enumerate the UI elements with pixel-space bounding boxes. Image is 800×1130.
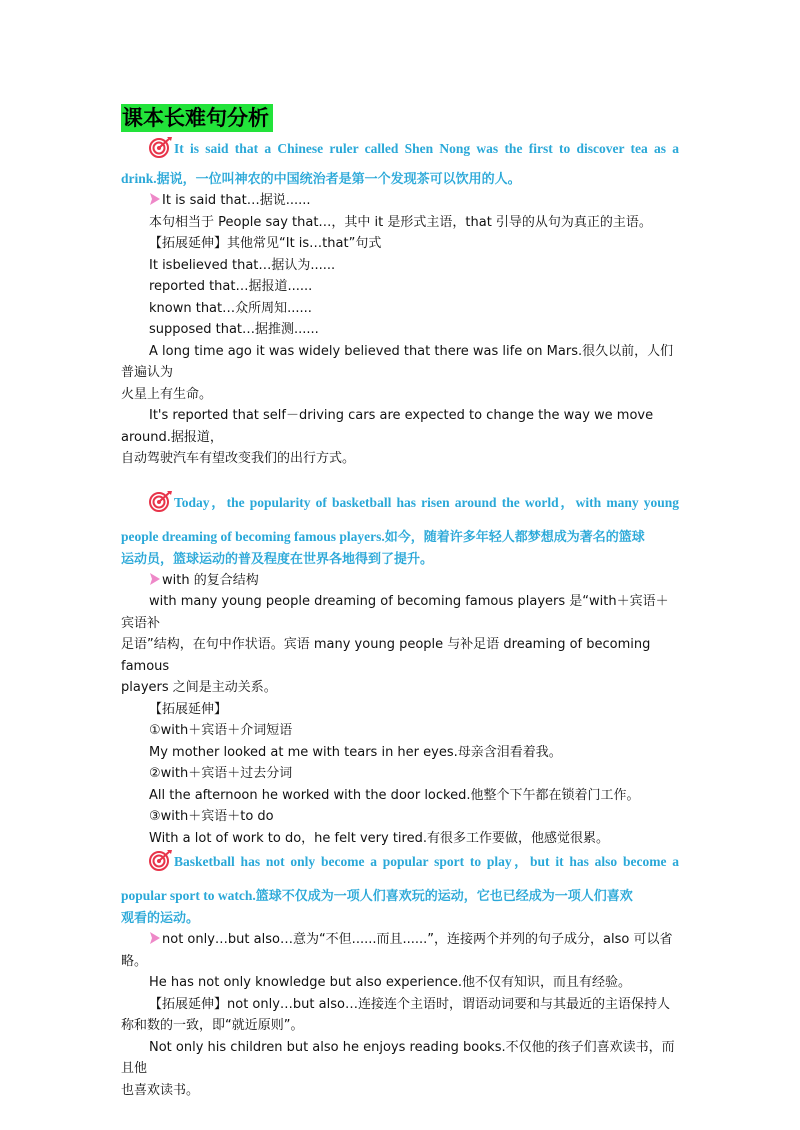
analysis-line [121, 298, 679, 320]
analysis-line [121, 720, 679, 742]
key-sentence-2-en-end: people dreaming of becoming famous players. [121, 528, 385, 544]
analysis-text: 【拓展延伸】其他常见“It is…that”句式 [149, 236, 382, 251]
analysis-text: 自动驾驶汽车有望改变我们的出行方式。 [121, 451, 356, 466]
pink-arrow-icon [149, 932, 161, 944]
analysis-line [121, 634, 679, 677]
key-sentence-2-zh: 如今，随着许多年轻人都梦想成为著名的篮球 [384, 529, 645, 545]
analysis-line [121, 994, 679, 1016]
analysis-line [121, 341, 679, 384]
analysis-text: All the afternoon he worked with the door locked.他整个下午都在锁着门工作。 [149, 787, 640, 803]
analysis-text: 【拓展延伸】 [149, 701, 228, 717]
key-sentence-1-en-end: drink. [121, 171, 157, 186]
key-sentence-1-zh: 据说，一位叫神农的中国统治者是第一个发现茶可以饮用的人。 [156, 172, 521, 187]
key-sentence-1-en: It is said that a Chinese ruler called Shen Nong was the first to discover tea as a [174, 141, 679, 156]
analysis-line [121, 276, 679, 298]
target-icon [149, 849, 173, 871]
document-page [121, 104, 679, 1101]
key-sentence-3-en: Basketball has not only become a popular sport to play，but it has also become a [174, 854, 679, 869]
analysis-text: 【拓展延伸】not only…but also…连接连个主语时，谓语动词要和与其最近的主语保持人 [149, 996, 670, 1012]
analysis-line [121, 699, 679, 721]
analysis-text: ①with＋宾语＋介词短语 [149, 723, 293, 738]
key-sentence-2-cont [121, 526, 679, 570]
analysis-text: It's reported that self－driving cars are expected to change the way we move around.据报道， [121, 408, 654, 445]
sentence-block-1 [121, 136, 679, 470]
analysis-text: 也喜欢读书。 [121, 1082, 200, 1098]
analysis-line [121, 742, 679, 764]
analysis-line [121, 233, 679, 255]
analysis-text: It is said that…据说...... [162, 193, 311, 208]
analysis-text: My mother looked at me with tears in her eyes.母亲含泪看着我。 [149, 744, 562, 760]
analysis-line [121, 448, 679, 470]
pink-arrow-icon [149, 573, 161, 585]
analysis-line [121, 591, 679, 634]
analysis-line [121, 929, 679, 951]
analysis-text: players 之间是主动关系。 [121, 680, 277, 695]
target-icon [149, 136, 173, 158]
target-icon [149, 490, 173, 512]
key-sentence-3 [121, 849, 679, 873]
page-title: 课本长难句分析 [121, 104, 273, 132]
analysis-text: With a lot of work to do，he felt very tired.有很多工作要做，他感觉很累。 [149, 830, 609, 846]
analysis-text: ②with＋宾语＋过去分词 [149, 766, 293, 781]
analysis-line [121, 1080, 679, 1102]
analysis-line [121, 763, 679, 785]
sentence-block-2 [121, 490, 679, 850]
sentence-block-3 [121, 849, 679, 1101]
key-sentence-1 [121, 136, 679, 160]
analysis-text: Not only his children but also he enjoys reading books.不仅他的孩子们喜欢读书，而且他 [121, 1039, 675, 1076]
key-sentence-3-cont [121, 885, 679, 929]
analysis-text: not only…but also…意为“不但......而且......”，连接两个并列的句子成分，also 可以省 [162, 932, 673, 947]
analysis-line [121, 212, 679, 234]
analysis-text: It isbelieved that…据认为...... [149, 257, 336, 273]
analysis-text: 足语”结构，在句中作状语。宾语 many young people 与补足语 dreaming of becoming famous [121, 637, 651, 674]
analysis-line [121, 1015, 679, 1037]
analysis-line [121, 319, 679, 341]
analysis-line [121, 1037, 679, 1080]
analysis-text: with 的复合结构 [162, 572, 259, 588]
analysis-line [121, 190, 679, 212]
key-sentence-1-cont [121, 168, 679, 190]
analysis-text: ③with＋宾语＋to do [149, 809, 274, 824]
key-sentence-2 [121, 490, 679, 514]
analysis-line [121, 405, 679, 448]
analysis-text: reported that…据报道...... [149, 279, 313, 294]
key-sentence-3-en-end: popular sport to watch. [121, 888, 256, 903]
analysis-line [121, 255, 679, 277]
key-sentence-3-zh-end: 观看的运动。 [121, 911, 200, 926]
analysis-line [121, 677, 679, 699]
pink-arrow-icon [149, 193, 161, 205]
analysis-text: with many young people dreaming of becoming famous players 是“with＋宾语＋宾语补 [121, 594, 669, 631]
analysis-line [121, 828, 679, 850]
analysis-text: 称和数的一致，即“就近原则”。 [121, 1018, 304, 1033]
analysis-line [121, 951, 679, 973]
analysis-text: 略。 [121, 953, 148, 969]
analysis-text: He has not only knowledge but also experience.他不仅有知识，而且有经验。 [149, 975, 632, 990]
analysis-text: 本句相当于 People say that…，其中 it 是形式主语，that 引导的从句为真正的主语。 [149, 214, 652, 230]
analysis-text: supposed that…据推测...... [149, 322, 319, 337]
analysis-text: 火星上有生命。 [121, 386, 213, 402]
key-sentence-2-zh-end: 运动员，篮球运动的普及程度在世界各地得到了提升。 [121, 551, 434, 567]
analysis-line [121, 972, 679, 994]
analysis-line [121, 785, 679, 807]
analysis-line [121, 384, 679, 406]
analysis-text: known that…众所周知...... [149, 300, 312, 316]
analysis-text: A long time ago it was widely believed that there was life on Mars.很久以前，人们普遍认为 [121, 343, 674, 380]
analysis-line [121, 806, 679, 828]
key-sentence-2-en: Today，the popularity of basketball has risen around the world，with many young [174, 494, 679, 510]
analysis-line [121, 570, 679, 592]
key-sentence-3-zh: 篮球不仅成为一项人们喜欢玩的运动，它也已经成为一项人们喜欢 [255, 889, 633, 904]
